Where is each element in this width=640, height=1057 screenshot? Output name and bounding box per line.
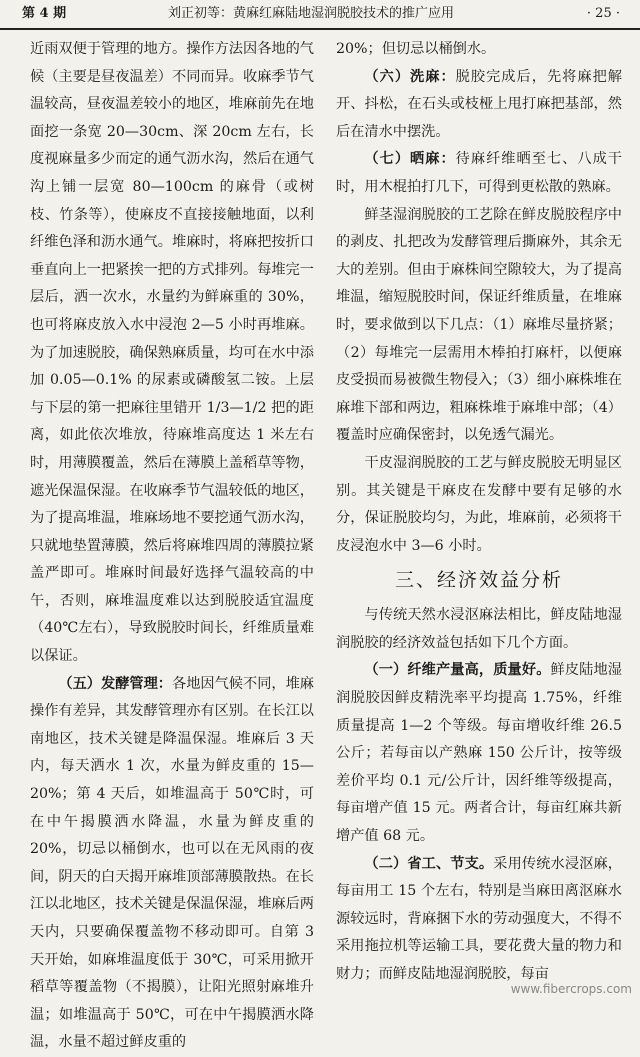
paragraph-fresh-stem: 鲜茎湿润脱胶的工艺除在鲜皮脱胶程序中的剥皮、扎把改为发酵管理后撕麻外，其余无大的差别。但由于麻株间空隙较大，为了提高堆温，缩短脱胶时间，保证纤维质量，在堆麻时，要求做到以下几点：（1）麻堆尽量挤紧；（2）每堆完一层需用木棒拍打麻杆，以便麻皮受损而易被微生物侵入；（3）细小麻株堆在麻堆下部和两边，粗麻株堆于麻堆中部；（4）覆盖时应确保密封，以免透气漏光。: [336, 206, 622, 444]
paragraph-yield: [336, 657, 622, 850]
text-yield: 鲜皮陆地湿润脱胶因鲜皮精洗率平均提高 1.75%，纤维质量提高 1—2 个等级。每亩增收纤维 26.5 公斤；若每亩以产熟麻 150 公斤计，按等级差价平均 0.1 元/公斤计，因纤维等级提高，每亩增产值 15 元。两者合计，每亩红麻共新增产值 68 元。: [336, 662, 622, 845]
paragraph-fermentation: [30, 671, 314, 1057]
section-title-economic: 三、经济效益分析: [394, 569, 563, 592]
heading-yield: （一）纤维产量高，质量好。: [364, 662, 551, 679]
paragraph-piling-method: 近雨双便于管理的地方。操作方法因各地的气候（主要是昼夜温差）不同而异。收麻季节气温较高，昼夜温差较小的地区，堆麻前先在地面挖一条宽 20—30cm、深 20cm 左右，长度视麻量多少而定的通气沥水沟，然后在通气沟上铺一层宽 80—100cm 的麻骨（或树枝、竹条等），使麻皮不直接接触地面，以利纤维色泽和沥水通气。堆麻时，将麻把按折口垂直向上一把紧挨一把的方式排列。每堆完一层后，洒一次水，水量约为鲜麻重的 30%，也可将麻皮放入水中浸泡 2—5 小时再堆麻。为了加速脱胶，确保熟麻质量，均可在水中添加 0.05—0.1% 的尿素或磷酸氢二铵。上层与下层的第一把麻往里错开 1/3—1/2 把的距离，如此依次堆放，待麻堆高度达 1 米左右时，用薄膜覆盖，然后在薄膜上盖稻草等物，遮光保温保湿。在收麻季节气温较低的地区，为了提高堆温，堆麻场地不要挖通气沥水沟，只就地垫置薄膜，然后将麻堆四周的薄膜拉紧盖严即可。堆麻时间最好选择气温较高的中午，否则，麻堆温度难以达到脱胶适宜温度（40℃左右），导致脱胶时间长，纤维质量难以保证。: [30, 41, 314, 665]
left-column: [30, 36, 314, 1057]
text-washing: 脱胶完成后，先将麻把解开、抖松，在石头或枝桠上甩打麻把基部，然后在清水中摆洗。: [336, 68, 622, 140]
issue-number: 第 4 期: [22, 6, 67, 21]
running-title: 刘正初等：黄麻红麻陆地湿润脱胶技术的推广应用: [168, 6, 455, 21]
paragraph-dry-bark: 干皮湿润脱胶的工艺与鲜皮脱胶无明显区别。其关键是干麻皮在发酵中要有足够的水分，保证脱胶均匀，为此，堆麻前，必须将干皮浸泡水中 3—6 小时。: [336, 454, 622, 554]
right-column: [336, 36, 622, 989]
heading-drying: （七）晒麻：: [364, 151, 456, 168]
page-number: · 25 ·: [586, 6, 620, 21]
heading-washing: （六）洗麻：: [364, 68, 456, 85]
heading-fermentation: （五）发酵管理：: [58, 675, 172, 692]
watermark: www.fibercrops.com: [510, 982, 632, 996]
paragraph-economic-intro: 与传统天然水浸沤麻法相比，鲜皮陆地湿润脱胶的经济效益包括如下几个方面。: [336, 607, 622, 651]
page-header: [0, 0, 640, 30]
text-drying: 待麻纤维晒至七、八成干时，用木棍拍打几下，可得到更松散的熟麻。: [336, 151, 622, 195]
heading-labor: （二）省工、节支。: [364, 855, 494, 872]
paragraph-labor: [336, 851, 622, 989]
text-fermentation: 各地因气候不同，堆麻操作有差异，其发酵管理亦有区别。在长江以南地区，技术关键是降温保湿。堆麻后 3 天内，每天洒水 1 次，水量为鲜皮重的 15—20%；第 4 天后，如堆温高于 50℃时，可在中午揭膜洒水降温，水量为鲜皮重的 20%，切忌以桶倒水，也可以在无风雨的夜间，阴天的白天揭开麻堆顶部薄膜散热。在长江以北地区，技术关键是保温保湿，堆麻后两天内，只要确保覆盖物不移动即可。自第 3 天开始，如麻堆温度低于 30℃，可采用掀开稻草等覆盖物（不揭膜），让阳光照射麻堆升温；如堆温高于 50℃，可在中午揭膜洒水降温，水量不超过鲜皮重的: [30, 675, 314, 1051]
paragraph-washing: [336, 64, 622, 147]
text-labor: 采用传统水浸沤麻，每亩用工 15 个左右，特别是当麻田离沤麻水源较远时，背麻捆下水的劳动强度大，不得不采用拖拉机等运输工具，要花费大量的物力和财力；而鲜皮陆地湿润脱胶，每亩: [336, 855, 622, 982]
paragraph-continued: 20%；但切忌以桶倒水。: [336, 41, 496, 57]
paragraph-drying: [336, 146, 622, 201]
